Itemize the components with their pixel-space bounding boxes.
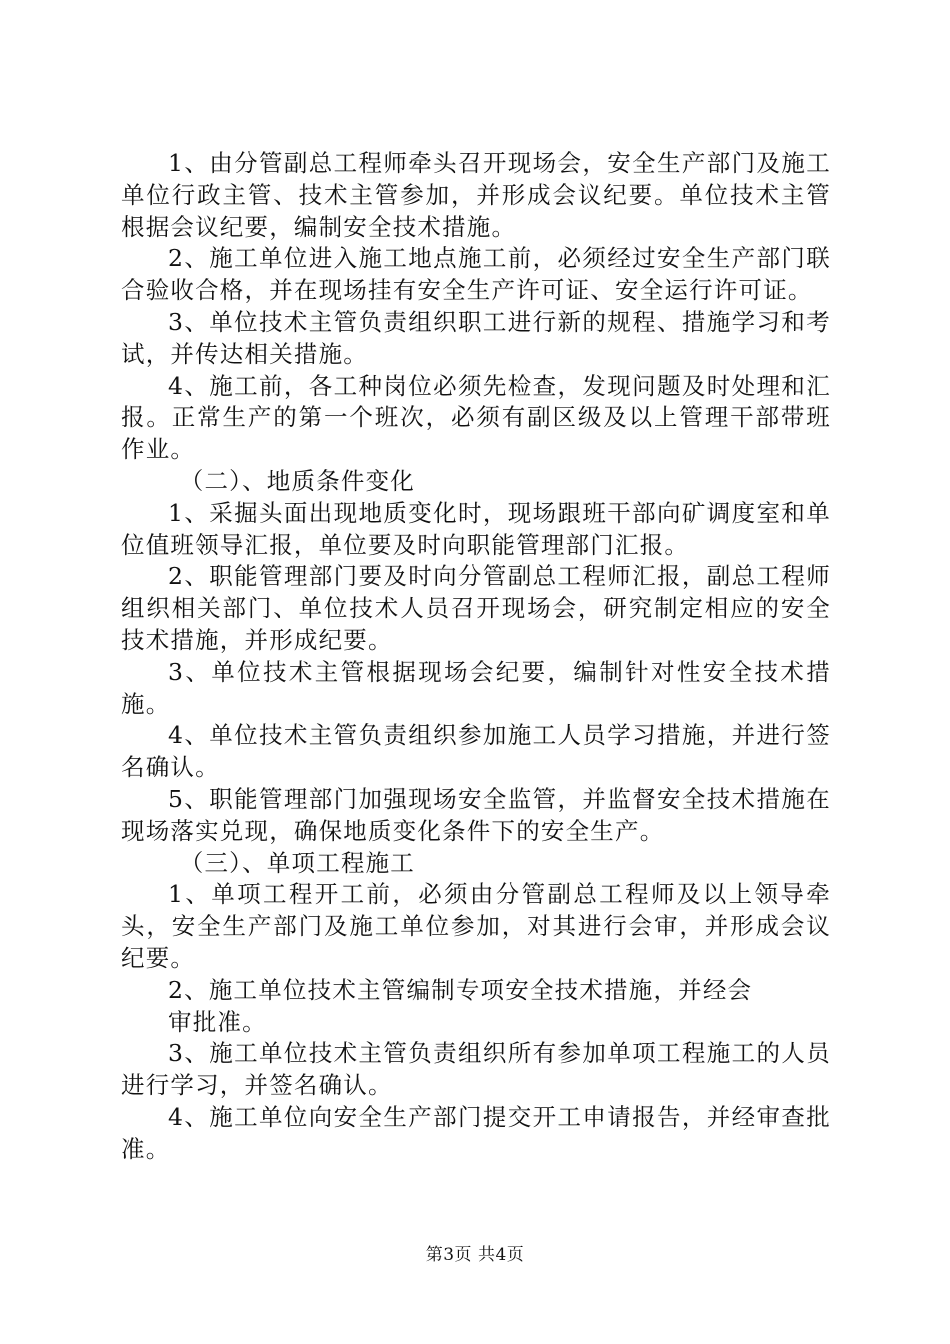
paragraph-geology-4: 4、单位技术主管负责组织参加施工人员学习措施，并进行签名确认。: [121, 721, 831, 782]
paragraph-geology-3: 3、单位技术主管根据现场会纪要，编制针对性安全技术措施。: [121, 657, 831, 718]
document-body: [121, 148, 831, 1166]
section-heading-single-project: （三）、单项工程施工: [179, 848, 415, 877]
paragraph-project-2-continued: 审批准。: [168, 1007, 267, 1036]
paragraph-prep-2: 2、施工单位进入施工地点施工前，必须经过安全生产部门联合验收合格，并在现场挂有安全生产许可证、安全运行许可证。: [121, 244, 831, 305]
paragraph-project-1: 1、单项工程开工前，必须由分管副总工程师及以上领导牵头，安全生产部门及施工单位参加，对其进行会审，并形成会议纪要。: [121, 880, 831, 972]
paragraph-prep-3: 3、单位技术主管负责组织职工进行新的规程、措施学习和考试，并传达相关措施。: [121, 307, 831, 368]
paragraph-project-4: 4、施工单位向安全生产部门提交开工申请报告，并经审查批准。: [121, 1102, 831, 1163]
paragraph-project-2: 2、施工单位技术主管编制专项安全技术措施，并经会: [168, 975, 753, 1004]
section-heading-geology: （二）、地质条件变化: [179, 466, 415, 495]
paragraph-geology-5: 5、职能管理部门加强现场安全监管，并监督安全技术措施在现场落实兑现，确保地质变化条件下的安全生产。: [121, 784, 831, 845]
paragraph-project-3: 3、施工单位技术主管负责组织所有参加单项工程施工的人员进行学习，并签名确认。: [121, 1039, 831, 1100]
paragraph-prep-1: 1、由分管副总工程师牵头召开现场会，安全生产部门及施工单位行政主管、技术主管参加，并形成会议纪要。单位技术主管根据会议纪要，编制安全技术措施。: [121, 149, 831, 241]
paragraph-geology-1: 1、采掘头面出现地质变化时，现场跟班干部向矿调度室和单位值班领导汇报，单位要及时向职能管理部门汇报。: [121, 498, 831, 559]
page-number-footer: 第3页 共4页: [425, 1245, 525, 1265]
paragraph-geology-2: 2、职能管理部门要及时向分管副总工程师汇报，副总工程师组织相关部门、单位技术人员召开现场会，研究制定相应的安全技术措施，并形成纪要。: [121, 562, 831, 654]
paragraph-prep-4: 4、施工前，各工种岗位必须先检查，发现问题及时处理和汇报。正常生产的第一个班次，必须有副区级及以上管理干部带班作业。: [121, 371, 831, 464]
